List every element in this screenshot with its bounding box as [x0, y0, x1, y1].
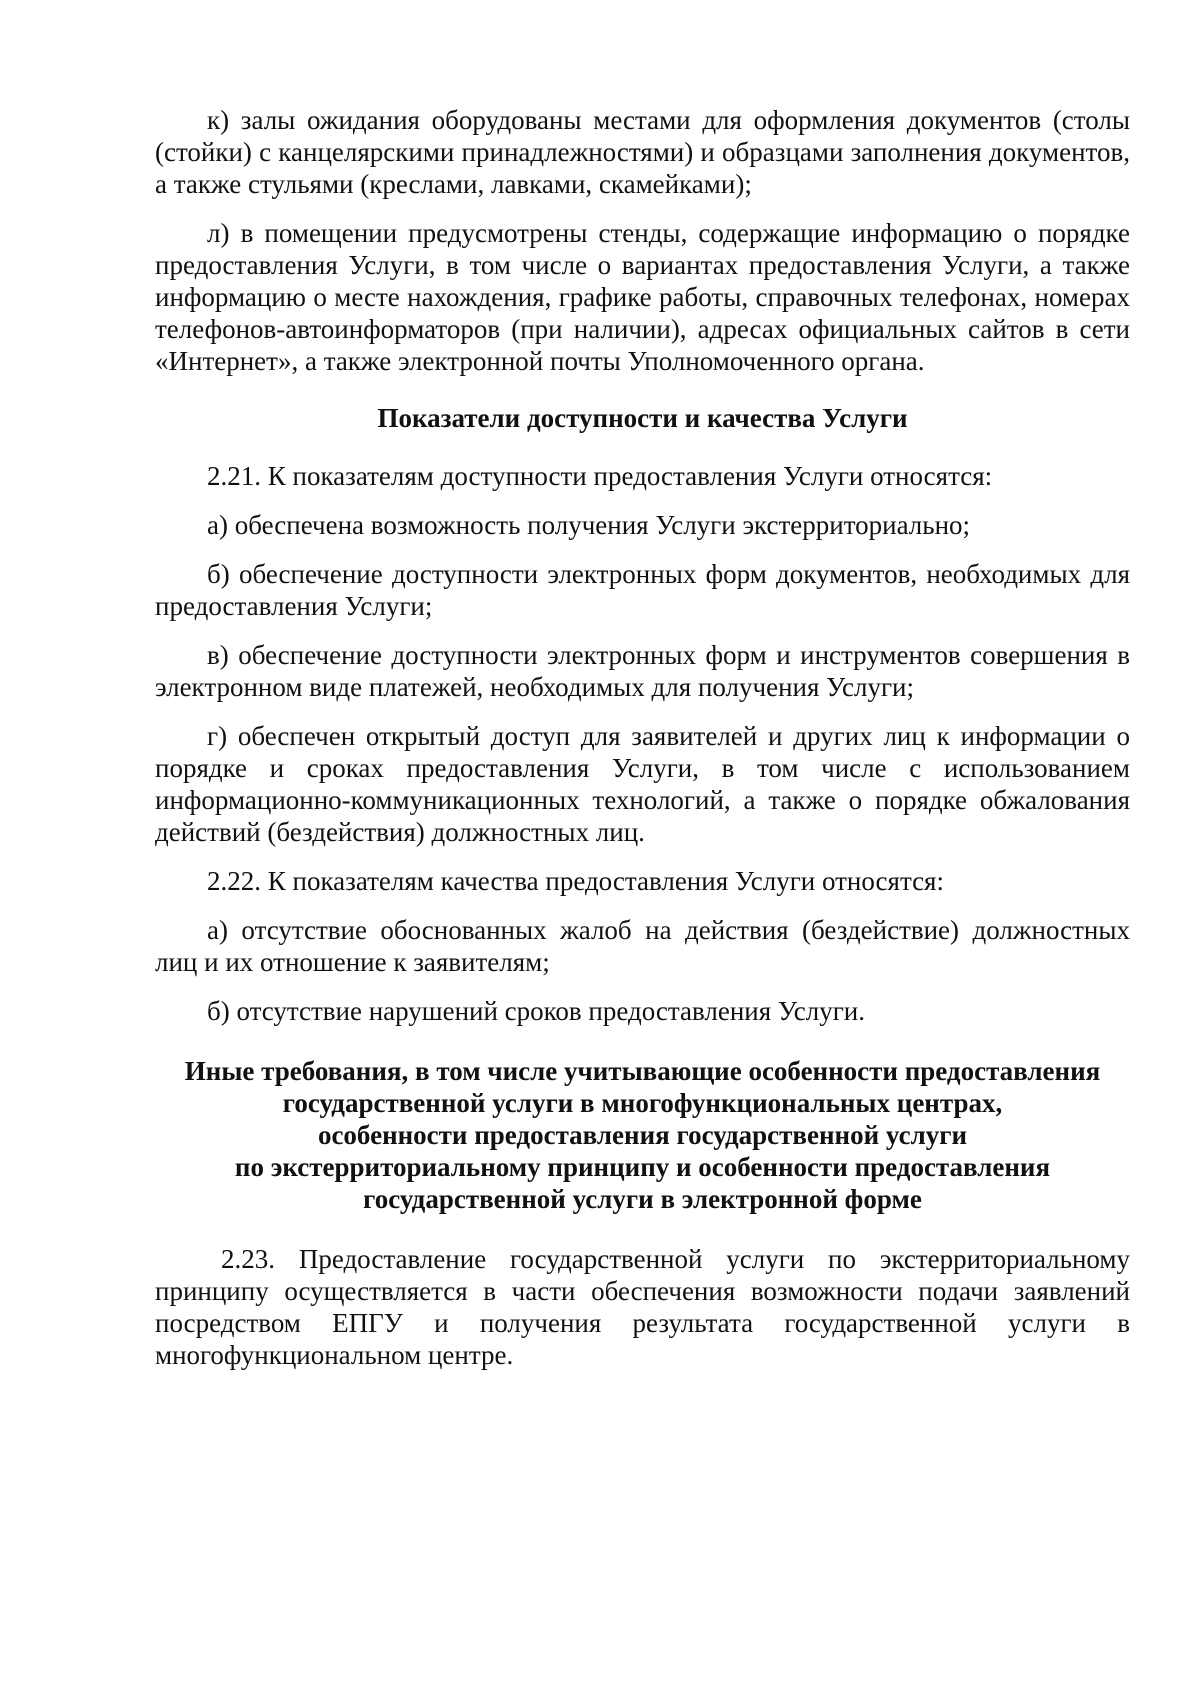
heading-line: особенности предоставления государственной услуги — [317, 1120, 968, 1150]
paragraph-2-21: 2.21. К показателям доступности предоставления Услуги относятся: — [207, 461, 993, 491]
section-heading-accessibility: Показатели доступности и качества Услуги — [377, 403, 908, 433]
paragraph-2-22-b: б) отсутствие нарушений сроков предоставления Услуги. — [207, 996, 866, 1026]
paragraph-l: л) в помещении предусмотрены стенды, содержащие информацию о порядке предоставления Услуги, в том числе о вариантах предоставления Услуги, а также информацию о месте нахождения, графике работы, справочных телефонах, номерах телефонов-автоинформаторов (при наличии), адресах официальных сайтов в сети «Интернет», а также электронной почты Уполномоченного органа. — [155, 218, 1130, 376]
paragraph-2-21-a: а) обеспечена возможность получения Услуги экстерриториально; — [207, 510, 971, 540]
paragraph-k: к) залы ожидания оборудованы местами для оформления документов (столы (стойки) с канцелярскими принадлежностями) и образцами заполнения документов, а также стульями (креслами, лавками, скамейками); — [155, 105, 1130, 199]
heading-line: Иные требования, в том числе учитывающие особенности предоставления — [184, 1056, 1101, 1086]
paragraph-2-21-v: в) обеспечение доступности электронных форм и инструментов совершения в электронном виде платежей, необходимых для получения Услуги; — [155, 640, 1130, 702]
heading-line: государственной услуги в электронной форме — [363, 1184, 922, 1214]
section-heading-other-requirements — [155, 1055, 1130, 1215]
paragraph-2-23: 2.23. Предоставление государственной услуги по экстерриториальному принципу осуществляется в части обеспечения возможности подачи заявлений посредством ЕПГУ и получения результата государственной услуги в многофункциональном центре. — [155, 1244, 1130, 1370]
heading-line: государственной услуги в многофункциональных центрах, — [282, 1088, 1003, 1118]
paragraph-2-22-a: а) отсутствие обоснованных жалоб на действия (бездействие) должностных лиц и их отношение к заявителям; — [155, 915, 1130, 977]
paragraph-2-22: 2.22. К показателям качества предоставления Услуги относятся: — [207, 866, 944, 896]
paragraph-2-21-b: б) обеспечение доступности электронных форм документов, необходимых для предоставления Услуги; — [155, 559, 1130, 621]
paragraph-2-21-g: г) обеспечен открытый доступ для заявителей и других лиц к информации о порядке и сроках предоставления Услуги, в том числе с использованием информационно-коммуникационных технологий, а также о порядке обжалования действий (бездействия) должностных лиц. — [155, 721, 1130, 847]
heading-line: по экстерриториальному принципу и особенности предоставления — [234, 1152, 1051, 1182]
